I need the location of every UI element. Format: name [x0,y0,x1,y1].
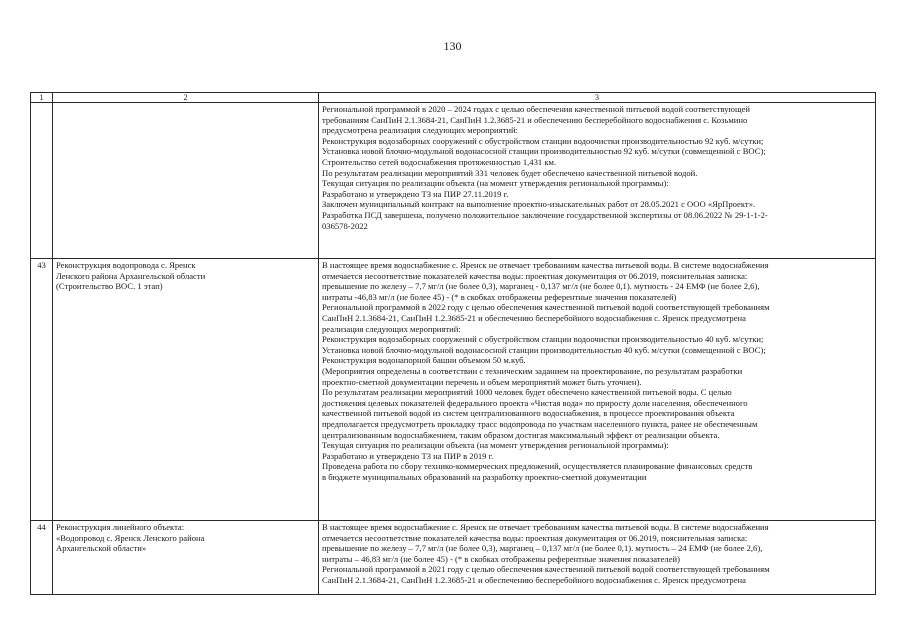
table-row-43 [31,259,876,521]
column-header-number: 1 [31,93,53,103]
text-line: Ленского района Архангельской области [56,270,206,281]
text-line: «Водопровод с. Яренск Ленского района [56,532,205,543]
text-line: (Мероприятия определены в соответствии с техническим заданием на проектирование, по результатам разработки [322,365,743,376]
text-line: предполагается предусмотреть прокладку трасс водопровода по участкам населенного пункта, ранее не обеспеченным [322,418,758,429]
text-line: централизованным водоснабжением, таким образом достигая максимальный эффект от реализации объекта. [322,429,720,440]
text-line: нитраты -46,83 мг/л (не более 45) - (* в скобках отображены референтные значения показателей) [322,291,677,302]
table-row-continuation [31,103,876,259]
object-description [319,521,876,595]
row-number: 43 [31,259,53,521]
text-line: Текущая ситуация по реализации объекта (на момент утверждения региональной программы): [322,178,669,189]
text-line: Установка новой блочно-модульной водонасосной станции производительностью 40 куб. м/сутки (совмещенной с ВОС); [322,344,766,355]
column-header-description: 3 [319,93,876,103]
text-line: требованиям СанПиН 2.1.3684-21, СанПиН 1.2.3685-21 и обеспечению бесперебойного водоснабжения с. Козьмино [322,114,748,125]
text-line: нитраты – 46,83 мг/л (не более 45) - (* в скобках отображены референтные значения показателей) [322,553,680,564]
object-name [53,521,319,595]
column-header-object: 2 [53,93,319,103]
text-line: Разработка ПСД завершена, получено положительное заключение государственной экспертизы от 08.06.2022 № 29-1-1-2- [322,209,768,220]
measures-table [30,92,876,595]
text-line: СанПиН 2.1.3684-21, СанПиН 1.2.3685-21 и обеспечению бесперебойного водоснабжения с. Яренск предусмотрена [322,312,746,323]
text-line: Архангельской области» [56,543,147,554]
text-line: достижения целевых показателей федерального проекта «Чистая вода» по приросту доли населения, обеспеченного [322,397,748,408]
row-number [31,103,53,259]
text-line: превышение по железу – 7,7 мг/л (не более 0,3), марганец - 0,137 мг/л (не более 0,1). мутность - 24 ЕМФ (не более 2,6), [322,281,760,292]
text-line: в бюджете муниципальных образований на разработку проектно-сметной документации [322,471,647,482]
text-line: отмечается несоответствие показателей качества воды: проектная документация от 06.2019, пояснительная записка: [322,532,748,543]
text-line: Проведена работа по сбору технико-коммерческих предложений, осуществляется планирование финансовых средств [322,461,753,472]
text-line: В настоящее время водоснабжение с. Яренск не отвечает требованиям качества питьевой воды. В системе водоснабжения [322,260,769,270]
text-line: Реконструкция водозаборных сооружений с обустройством станции водоочистки производительностью 40 куб. м/сутки; [322,334,764,345]
table-row-44 [31,521,876,595]
text-line: Разработано и утверждено ТЗ на ПИР 27.11.2019 г. [322,188,509,199]
text-line: По результатам реализации мероприятий 331 человек будет обеспечено качественной питьевой водой. [322,167,698,178]
text-line: Реконструкция водозаборных сооружений с обустройством станции водоочистки производительностью 92 куб. м/сутки; [322,135,764,146]
text-line: Региональной программой в 2022 году с целью обеспечения качественной питьевой водой соответствующей требованиям [322,302,770,313]
text-line: Заключен муниципальный контракт на выполнение проектно-изыскательных работ от 28.05.2021 с ООО «ЯрПроект». [322,199,756,210]
text-line: Разработано и утверждено ТЗ на ПИР в 2019 г. [322,450,494,461]
text-line: 036578-2022 [322,220,368,231]
row-number: 44 [31,521,53,595]
text-line: СанПиН 2.1.3684-21, СанПиН 1.2.3685-21 и обеспечению бесперебойного водоснабжения с. Яренск предусмотрена [322,574,746,585]
text-line: качественной питьевой водой из систем централизованного водоснабжения, в процессе проектирования объекта [322,408,735,419]
table-header-row [31,93,876,103]
text-line: Текущая ситуация по реализации объекта (на момент утверждения региональной программы): [322,440,669,451]
page-number: 130 [443,39,462,53]
text-line: Реконструкция водопровода с. Яренск [56,260,196,270]
text-line: предусмотрена реализация следующих мероприятий: [322,125,518,136]
text-line: В настоящее время водоснабжение с. Яренск не отвечает требованиям качества питьевой воды. В системе водоснабжения [322,522,769,532]
object-name [53,259,319,521]
text-line: (Строительство ВОС. 1 этап) [56,281,163,292]
text-line: Региональной программой в 2021 году с целью обеспечения качественной питьевой водой соответствующей требованиям [322,564,770,575]
text-line: отмечается несоответствие показателей качества воды: проектная документация от 06.2019, пояснительная записка: [322,270,748,281]
text-line: Реконструкция водонапорной башни объемом 50 м.куб. [322,355,526,366]
object-description [319,259,876,521]
text-line: проектно-сметной документации перечень и объем мероприятий может быть уточнен). [322,376,642,387]
text-line: Установка новой блочно-модульной водонасосной станции производительностью 92 куб. м/сутки (совмещенной с ВОС); [322,146,766,157]
text-line: реализация следующих мероприятий: [322,323,461,334]
object-name [53,103,319,259]
text-line: Региональной программой в 2020 – 2024 годах с целью обеспечения качественной питьевой водой соответствующей [322,104,750,114]
text-line: По результатам реализации мероприятий 1000 человек будет обеспечено качественной питьевой воды. С целью [322,387,732,398]
object-description [319,103,876,259]
text-line: превышение по железу – 7,7 мг/л (не более 0,3), марганец – 0,137 мг/л (не более 0,1). мутность – 24 ЕМФ (не более 2,6), [322,543,763,554]
text-line: Реконструкция линейного объекта: [56,522,185,532]
text-line: Строительство сетей водоснабжения протяженностью 1,431 км. [322,156,557,167]
